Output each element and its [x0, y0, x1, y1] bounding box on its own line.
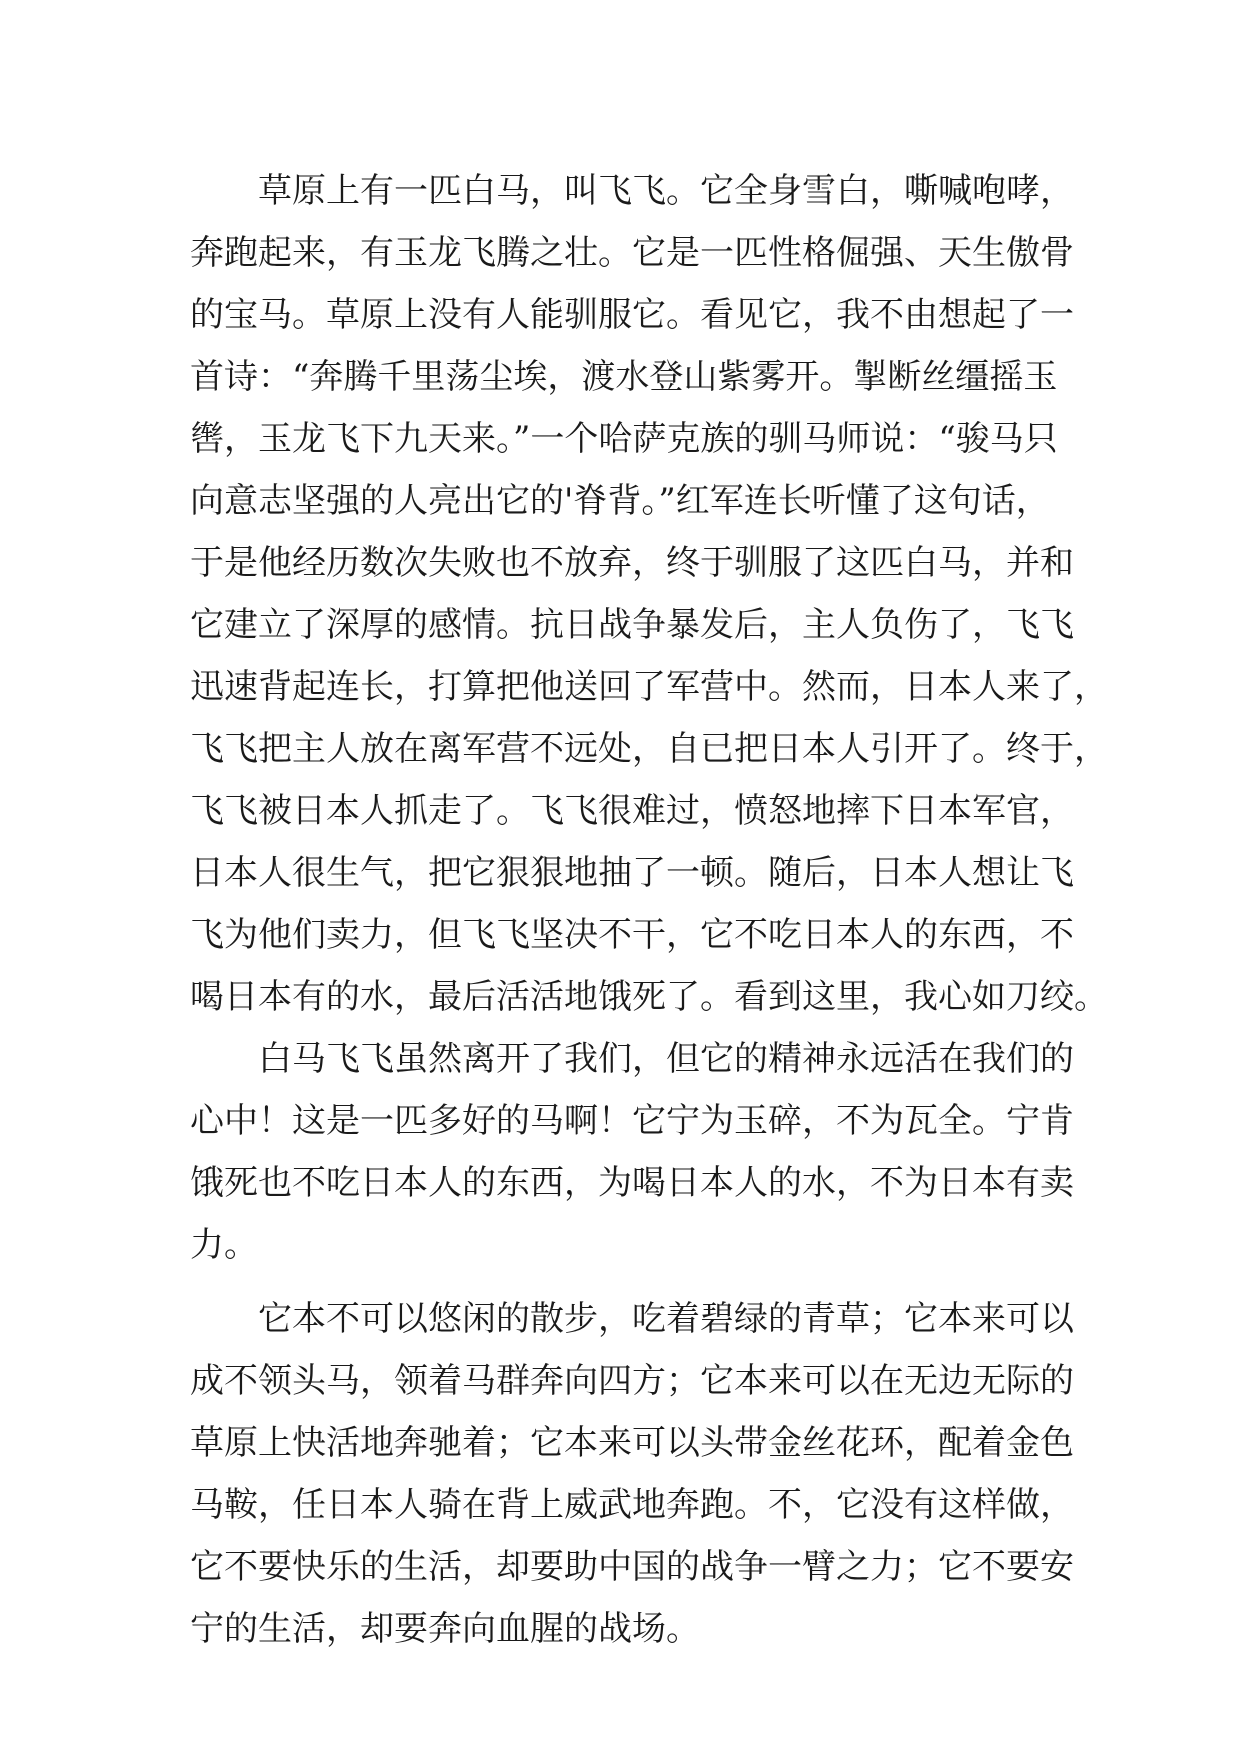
- text-line: 它建立了深厚的感情。抗日战争暴发后，主人负伤了，飞飞: [190, 605, 1074, 645]
- text-line: 喝日本有的水，最后活活地饿死了。看到这里，我心如刀绞。: [190, 977, 1108, 1017]
- essay-body: [190, 160, 1108, 1660]
- text-line: 飞为他们卖力，但飞飞坚决不干，它不吃日本人的东西，不: [190, 915, 1074, 955]
- paragraph-2: [190, 1028, 1074, 1276]
- text-line: 饿死也不吃日本人的东西，为喝日本人的水，不为日本有卖: [190, 1163, 1074, 1203]
- text-line: 它本不可以悠闲的散步，吃着碧绿的青草；它本来可以: [258, 1299, 1074, 1339]
- text-line: 草原上快活地奔驰着；它本来可以头带金丝花环，配着金色: [190, 1423, 1074, 1463]
- text-line: 它不要快乐的生活，却要助中国的战争一臂之力；它不要安: [190, 1547, 1074, 1587]
- text-line: 宁的生活，却要奔向血腥的战场。: [190, 1609, 700, 1649]
- text-line: 于是他经历数次失败也不放弃，终于驯服了这匹白马，并和: [190, 543, 1074, 583]
- text-line: 草原上有一匹白马，叫飞飞。它全身雪白，嘶喊咆哮，: [258, 171, 1074, 211]
- text-line: 辔，玉龙飞下九天来。”一个哈萨克族的驯马师说：“骏马只: [190, 419, 1058, 459]
- paragraph-3: [190, 1288, 1074, 1660]
- text-line: 心中！这是一匹多好的马啊！它宁为玉碎，不为瓦全。宁肯: [190, 1101, 1074, 1141]
- paragraph-spacer: [190, 1276, 1070, 1288]
- text-line: 首诗：“奔腾千里荡尘埃，渡水登山紫雾开。掣断丝缰摇玉: [190, 357, 1058, 397]
- paragraph-1: [190, 160, 1108, 1028]
- text-line: 飞飞被日本人抓走了。飞飞很难过，愤怒地摔下日本军官，: [190, 791, 1074, 831]
- text-line: 力。: [190, 1225, 258, 1265]
- text-line: 奔跑起来，有玉龙飞腾之壮。它是一匹性格倔强、天生傲骨: [190, 233, 1074, 273]
- text-line: 日本人很生气，把它狠狠地抽了一顿。随后，日本人想让飞: [190, 853, 1074, 893]
- text-line: 向意志坚强的人亮出它的'脊背。”红军连长听懂了这句话，: [190, 481, 1050, 521]
- text-line: 飞飞把主人放在离军营不远处，自已把日本人引开了。终于，: [190, 729, 1108, 769]
- text-line: 马鞍，任日本人骑在背上威武地奔跑。不，它没有这样做，: [190, 1485, 1074, 1525]
- text-line: 迅速背起连长，打算把他送回了军营中。然而，日本人来了，: [190, 667, 1108, 707]
- text-line: 白马飞飞虽然离开了我们，但它的精神永远活在我们的: [258, 1039, 1074, 1079]
- text-line: 成不领头马，领着马群奔向四方；它本来可以在无边无际的: [190, 1361, 1074, 1401]
- text-line: 的宝马。草原上没有人能驯服它。看见它，我不由想起了一: [190, 295, 1074, 335]
